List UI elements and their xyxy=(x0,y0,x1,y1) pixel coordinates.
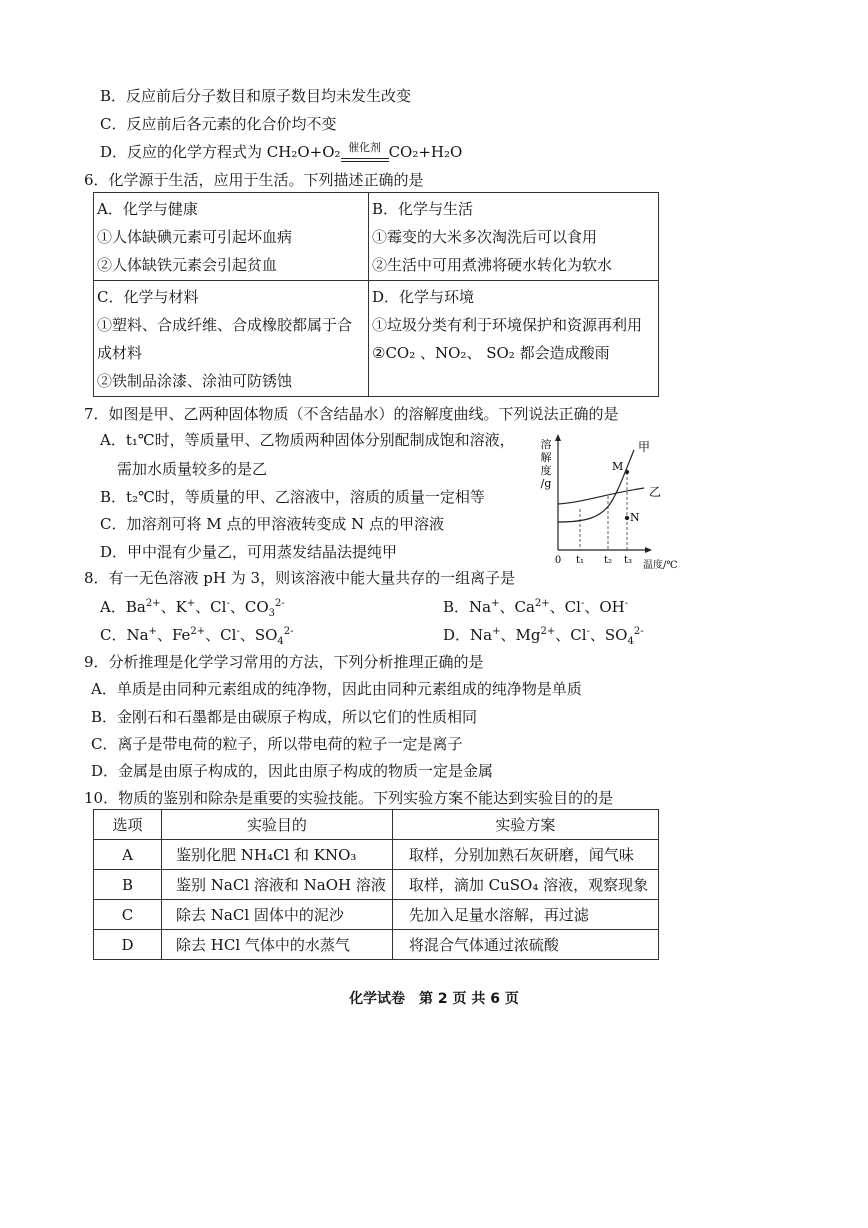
y-label-4: /g xyxy=(540,477,552,490)
q6-cell-c xyxy=(94,281,369,397)
table-row xyxy=(94,930,659,960)
q6-stem: 6．化学源于生活，应用于生活。下列描述正确的是 xyxy=(84,171,424,189)
q6-d-item2: ②CO₂ 、NO₂、 SO₂ 都会造成酸雨 xyxy=(372,344,610,362)
q8-option-a: A．$Ba^{2+}$、K+、Cl-、$CO_3^{2-}$ xyxy=(100,598,285,619)
page-footer: 化学试卷 第 2 页 共 6 页 xyxy=(349,991,519,1007)
q7-option-b: B．t₂℃时，等质量的甲、乙溶液中，溶质的质量一定相等 xyxy=(100,488,485,506)
y-axis-arrow xyxy=(555,434,561,441)
row-option: D xyxy=(94,930,162,960)
q6-b-title: B．化学与生活 xyxy=(372,200,474,218)
point-n xyxy=(625,516,629,520)
header-plan: 实验方案 xyxy=(392,810,658,840)
q7-option-a-line1: A．t₁℃时，等质量甲、乙物质两种固体分别配制成饱和溶液， xyxy=(100,431,515,449)
catalyst-condition: 催化剂 xyxy=(341,138,389,158)
tick-t2: t₂ xyxy=(603,555,613,566)
table-header-row xyxy=(94,810,659,840)
point-m-label: M xyxy=(612,460,624,473)
series-yi-label: 乙 xyxy=(649,485,662,499)
q5-option-b: B．反应前后分子数目和原子数目均未发生改变 xyxy=(100,87,412,105)
q9-stem: 9．分析推理是化学学习常用的方法，下列分析推理正确的是 xyxy=(84,653,484,671)
q6-c-item2: ②铁制品涂漆、涂油可防锈蚀 xyxy=(97,372,293,390)
series-jia-label: 甲 xyxy=(638,440,651,454)
row-option: A xyxy=(94,840,162,870)
table-row xyxy=(94,870,659,900)
q6-c-item1: ①塑料、合成纤维、合成橡胶都属于合成材料 xyxy=(97,316,353,362)
q8-option-d: D．Na+、$Mg^{2+}$、Cl-、$SO_4^{2-}$ xyxy=(443,626,644,647)
table-row xyxy=(94,900,659,930)
q7-option-c: C．加溶剂可将 M 点的甲溶液转变成 N 点的甲溶液 xyxy=(100,515,445,533)
q6-b-item1: ①霉变的大米多次淘洗后可以食用 xyxy=(372,228,598,246)
y-label-3: 度 xyxy=(540,464,552,477)
q7-stem: 7．如图是甲、乙两种固体物质（不含结晶水）的溶解度曲线。下列说法正确的是 xyxy=(84,405,619,423)
row-purpose: 除去 HCl 气体中的水蒸气 xyxy=(162,930,393,960)
q9-option-b: B．金刚石和石墨都是由碳原子构成，所以它们的性质相同 xyxy=(91,708,478,726)
q5-option-d: D．反应的化学方程式为 CH₂O+O₂ 催化剂 CO₂+H₂O xyxy=(100,142,462,164)
q10-stem: 10．物质的鉴别和除杂是重要的实验技能。下列实验方案不能达到实验目的的是 xyxy=(84,789,614,807)
row-plan: 取样，分别加熟石灰研磨，闻气味 xyxy=(392,840,658,870)
q8-option-c: C．Na+、$Fe^{2+}$、Cl-、$SO_4^{2-}$ xyxy=(100,626,294,647)
q6-a-item2: ②人体缺铁元素会引起贫血 xyxy=(97,256,278,274)
q9-option-a: A．单质是由同种元素组成的纯净物，因此由同种元素组成的纯净物是单质 xyxy=(91,680,582,698)
point-m xyxy=(625,470,629,474)
header-purpose: 实验目的 xyxy=(162,810,393,840)
solubility-chart xyxy=(530,432,680,572)
row-plan: 将混合气体通过浓硫酸 xyxy=(392,930,658,960)
y-label-2: 解 xyxy=(540,451,552,464)
table-row xyxy=(94,840,659,870)
q8-stem: 8．有一无色溶液 pH 为 3，则该溶液中能大量共存的一组离子是 xyxy=(84,569,516,587)
origin-label: 0 xyxy=(554,555,562,566)
y-label-1: 溶 xyxy=(540,438,552,451)
q6-table xyxy=(93,192,659,397)
q6-a-title: A．化学与健康 xyxy=(97,200,198,218)
row-option: C xyxy=(94,900,162,930)
point-n-label: N xyxy=(630,511,640,524)
tick-t3: t₃ xyxy=(623,555,633,566)
q7-option-d: D．甲中混有少量乙，可用蒸发结晶法提纯甲 xyxy=(100,543,398,561)
q6-a-item1: ①人体缺碘元素可引起坏血病 xyxy=(97,228,293,246)
q6-d-item1: ①垃圾分类有利于环境保护和资源再利用 xyxy=(372,316,643,334)
q6-cell-b xyxy=(369,193,659,281)
q6-c-title: C．化学与材料 xyxy=(97,288,199,306)
row-purpose: 鉴别化肥 NH₄Cl 和 KNO₃ xyxy=(162,840,393,870)
row-plan: 取样，滴加 CuSO₄ 溶液，观察现象 xyxy=(392,870,658,900)
row-option: B xyxy=(94,870,162,900)
q9-option-c: C．离子是带电荷的粒子，所以带电荷的粒子一定是离子 xyxy=(91,735,463,753)
header-option: 选项 xyxy=(94,810,162,840)
row-purpose: 鉴别 NaCl 溶液和 NaOH 溶液 xyxy=(162,870,393,900)
q6-cell-d xyxy=(369,281,659,397)
q9-option-d: D．金属是由原子构成的，因此由原子构成的物质一定是金属 xyxy=(91,762,494,780)
q5-option-c: C．反应前后各元素的化合价均不变 xyxy=(100,115,337,133)
x-label: 温度/℃ xyxy=(643,560,678,571)
tick-t1: t₁ xyxy=(575,555,585,566)
row-plan: 先加入足量水溶解，再过滤 xyxy=(392,900,658,930)
q6-d-title: D．化学与环境 xyxy=(372,288,475,306)
q7-option-a-line2: 需加水质量较多的是乙 xyxy=(117,460,268,478)
curve-yi xyxy=(558,488,644,504)
x-axis-arrow xyxy=(645,547,652,553)
q6-cell-a xyxy=(94,193,369,281)
q10-table xyxy=(93,809,659,960)
q5-option-d-text: D．反应的化学方程式为 CH xyxy=(100,143,292,161)
q8-option-b: B．Na+、$Ca^{2+}$、Cl-、OH- xyxy=(443,598,629,616)
row-purpose: 除去 NaCl 固体中的泥沙 xyxy=(162,900,393,930)
q6-b-item2: ②生活中可用煮沸将硬水转化为软水 xyxy=(372,256,613,274)
